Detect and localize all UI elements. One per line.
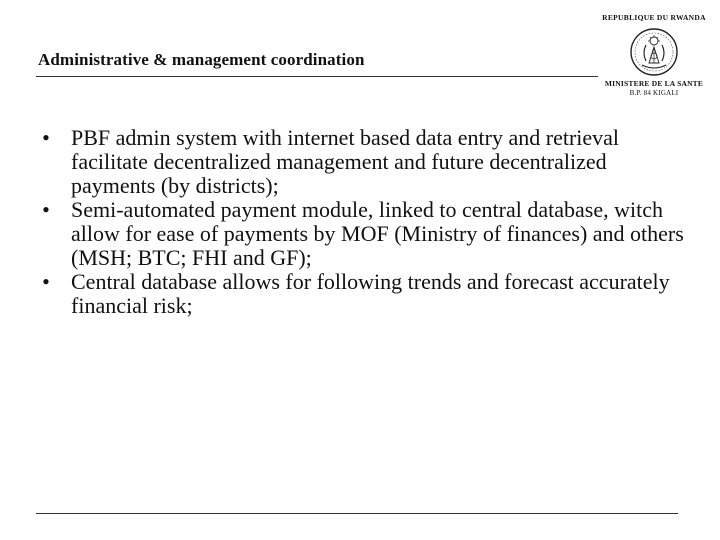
bullet-text: Central database allows for following trends and forecast accurately financial risk; — [71, 269, 670, 318]
bullet-list — [36, 126, 686, 318]
bullet-text: Semi-automated payment module, linked to central database, witch allow for ease of payments by MOF (Ministry of finances) and others (MSH; BTC; FHI and GF); — [71, 197, 684, 270]
header-logo — [598, 12, 710, 97]
rwanda-seal-icon — [629, 27, 679, 77]
logo-country-text: REPUBLIQUE DU RWANDA — [602, 13, 706, 22]
bullet-marker: • — [42, 269, 50, 294]
logo-ministry-text: MINISTERE DE LA SANTE — [604, 79, 704, 88]
bullet-item — [36, 270, 686, 318]
title-divider — [36, 76, 598, 77]
footer-divider — [36, 513, 678, 514]
logo-address-text: B.P. 84 KIGALI — [629, 89, 679, 97]
bullet-marker: • — [42, 125, 50, 150]
bullet-item — [36, 198, 686, 270]
bullet-marker: • — [42, 197, 50, 222]
slide-title: Administrative & management coordination — [38, 50, 365, 69]
bullet-item — [36, 126, 686, 198]
bullet-text: PBF admin system with internet based data entry and retrieval facilitate decentralized management and future decentralized payments (by districts); — [71, 125, 620, 198]
